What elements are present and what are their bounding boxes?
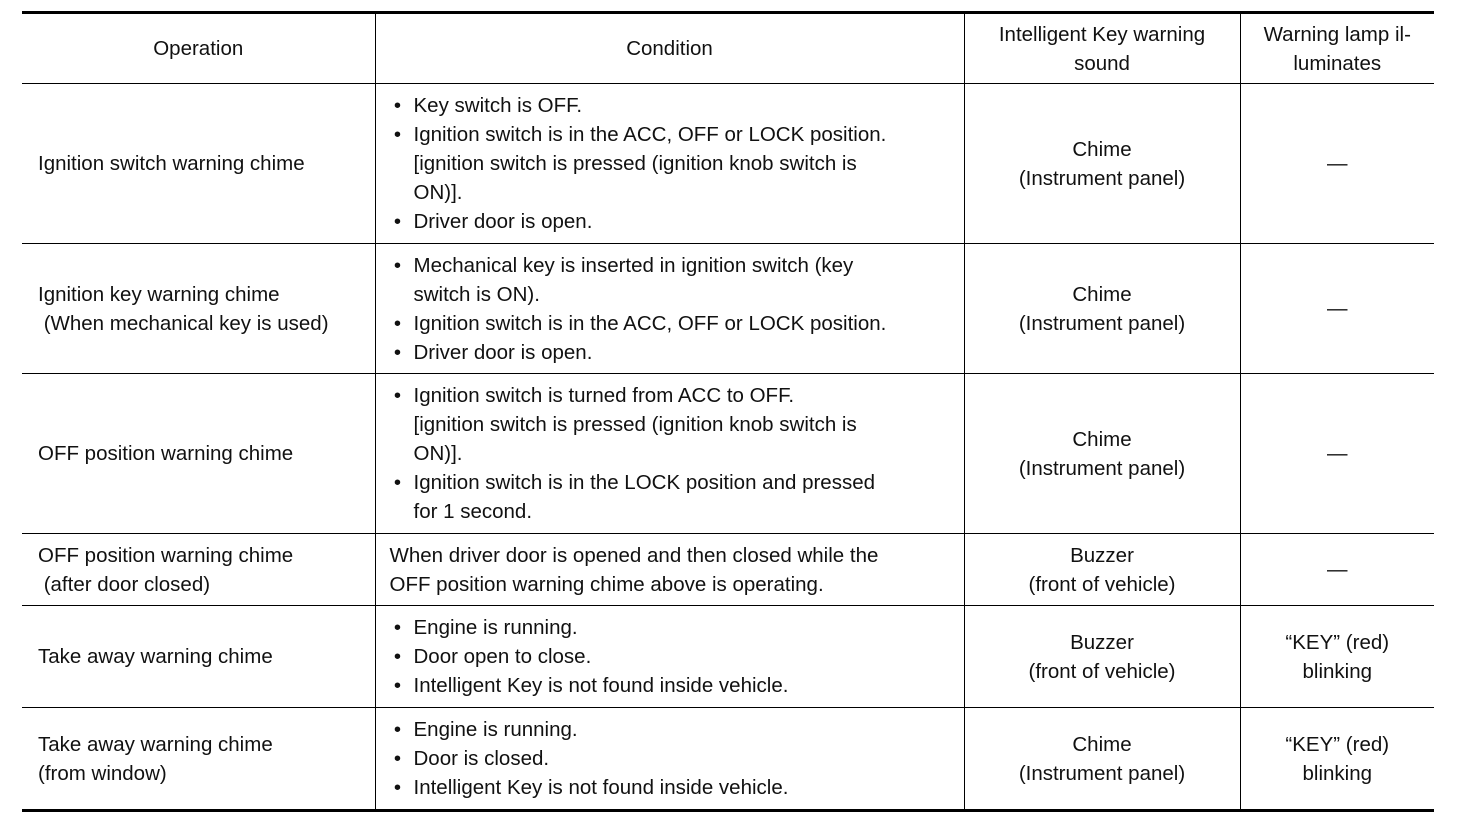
operation-cell <box>22 708 375 811</box>
warning-lamp-text: — <box>1327 442 1348 465</box>
condition-text: Engine is running. <box>413 718 578 741</box>
header-condition: Condition <box>375 13 964 84</box>
condition-cell <box>375 606 964 708</box>
warning-sound-text: Chime <box>1072 427 1132 451</box>
operation-text: (from window) <box>38 761 167 785</box>
warning-lamp-cell <box>1240 244 1434 374</box>
operation-text: (When mechanical key is used) <box>38 311 329 335</box>
bullet-icon: • <box>393 384 402 407</box>
operation-cell <box>22 534 375 606</box>
warning-sound-text: Chime <box>1072 137 1132 161</box>
condition-cell <box>375 84 964 244</box>
condition-item <box>390 715 956 744</box>
condition-item <box>390 120 956 207</box>
warning-chime-table <box>22 11 1434 812</box>
condition-item <box>390 251 956 309</box>
bullet-icon: • <box>393 210 402 233</box>
warning-lamp-cell <box>1240 374 1434 534</box>
warning-sound-text: (Instrument panel) <box>1018 311 1186 335</box>
condition-item <box>390 207 956 236</box>
bullet-icon: • <box>393 645 402 668</box>
bullet-icon: • <box>393 674 402 697</box>
warning-lamp-text: — <box>1327 152 1348 175</box>
condition-text: Intelligent Key is not found inside vehicle. <box>413 776 789 799</box>
warning-sound-text: Buzzer <box>1070 543 1134 567</box>
condition-text: OFF position warning chime above is operating. <box>389 572 824 596</box>
operation-text: Take away warning chime <box>38 645 273 668</box>
warning-sound-cell <box>964 244 1240 374</box>
condition-text: Mechanical key is inserted in ignition switch (key <box>413 253 854 277</box>
warning-chime-table-container <box>22 11 1434 812</box>
condition-item <box>390 468 956 526</box>
operation-text: Take away warning chime <box>38 732 273 756</box>
condition-cell <box>375 244 964 374</box>
condition-text: Driver door is open. <box>413 210 593 233</box>
condition-item <box>390 773 956 802</box>
condition-list <box>390 91 956 236</box>
condition-list <box>390 715 956 802</box>
condition-item <box>390 642 956 671</box>
condition-list <box>390 251 956 367</box>
condition-item <box>390 744 956 773</box>
bullet-icon: • <box>393 471 402 494</box>
header-operation: Operation <box>22 13 375 84</box>
warning-sound-cell <box>964 708 1240 811</box>
warning-lamp-text: — <box>1327 558 1348 581</box>
warning-lamp-cell <box>1240 708 1434 811</box>
condition-text: Door is closed. <box>413 747 550 770</box>
condition-list <box>390 613 956 700</box>
warning-sound-text: Chime <box>1072 282 1132 306</box>
bullet-icon: • <box>393 776 402 799</box>
condition-text: [ignition switch is pressed (ignition knob switch is <box>413 413 857 436</box>
condition-text: [ignition switch is pressed (ignition knob switch is <box>413 152 857 175</box>
header-warning-sound: Intelligent Key warning sound <box>964 13 1240 84</box>
condition-text: Ignition switch is in the LOCK position and pressed <box>413 471 876 494</box>
condition-text: Engine is running. <box>413 616 578 639</box>
warning-sound-text: (Instrument panel) <box>1018 761 1186 785</box>
condition-item <box>390 91 956 120</box>
operation-cell <box>22 606 375 708</box>
bullet-icon: • <box>393 311 402 335</box>
warning-lamp-text: “KEY” (red) <box>1285 630 1390 654</box>
table-row <box>22 708 1434 811</box>
table-header-row <box>22 13 1434 84</box>
warning-sound-text: Buzzer <box>1070 630 1134 654</box>
warning-sound-cell <box>964 606 1240 708</box>
condition-text: for 1 second. <box>413 500 533 523</box>
warning-lamp-text: — <box>1327 297 1348 320</box>
condition-item <box>390 338 956 367</box>
warning-lamp-cell <box>1240 534 1434 606</box>
table-row <box>22 606 1434 708</box>
warning-lamp-text: blinking <box>1302 761 1373 785</box>
bullet-icon: • <box>393 253 402 277</box>
warning-lamp-text: “KEY” (red) <box>1285 732 1390 756</box>
operation-text: Ignition switch warning chime <box>38 152 305 175</box>
condition-text: ON)]. <box>413 442 463 465</box>
condition-text: Ignition switch is in the ACC, OFF or LOCK position. <box>413 123 887 146</box>
warning-lamp-cell <box>1240 84 1434 244</box>
condition-text: Ignition switch is turned from ACC to OFF. <box>413 384 795 407</box>
warning-sound-cell <box>964 374 1240 534</box>
warning-sound-cell <box>964 84 1240 244</box>
condition-cell <box>375 534 964 606</box>
condition-item <box>390 309 956 338</box>
condition-cell <box>375 708 964 811</box>
condition-text: When driver door is opened and then closed while the <box>389 543 879 567</box>
bullet-icon: • <box>393 616 402 639</box>
warning-lamp-cell <box>1240 606 1434 708</box>
warning-sound-text: (front of vehicle) <box>1028 572 1176 596</box>
header-warning-lamp: Warning lamp il- luminates <box>1240 13 1434 84</box>
bullet-icon: • <box>393 340 402 364</box>
operation-text: OFF position warning chime <box>38 442 294 465</box>
bullet-icon: • <box>393 718 402 741</box>
condition-cell <box>375 374 964 534</box>
operation-text: (after door closed) <box>38 572 211 596</box>
bullet-icon: • <box>393 123 402 146</box>
warning-lamp-text: blinking <box>1302 659 1373 683</box>
table-row <box>22 534 1434 606</box>
condition-item <box>390 613 956 642</box>
operation-cell <box>22 374 375 534</box>
warning-sound-cell <box>964 534 1240 606</box>
table-row <box>22 374 1434 534</box>
warning-sound-text: Chime <box>1072 732 1132 756</box>
condition-text: switch is ON). <box>413 282 540 306</box>
table-row <box>22 84 1434 244</box>
condition-text: Intelligent Key is not found inside vehicle. <box>413 674 789 697</box>
warning-sound-text: (front of vehicle) <box>1028 659 1176 683</box>
operation-text: Ignition key warning chime <box>38 282 280 306</box>
condition-text: ON)]. <box>413 181 463 204</box>
bullet-icon: • <box>393 747 402 770</box>
operation-text: OFF position warning chime <box>38 543 294 567</box>
warning-sound-text: (Instrument panel) <box>1018 166 1186 190</box>
bullet-icon: • <box>393 94 402 117</box>
condition-list <box>390 381 956 526</box>
condition-item <box>390 671 956 700</box>
condition-text: Door open to close. <box>413 645 592 668</box>
table-row <box>22 244 1434 374</box>
operation-cell <box>22 244 375 374</box>
operation-cell <box>22 84 375 244</box>
condition-text: Driver door is open. <box>413 340 593 364</box>
condition-item <box>390 381 956 468</box>
condition-text: Ignition switch is in the ACC, OFF or LOCK position. <box>413 311 887 335</box>
condition-text: Key switch is OFF. <box>413 94 583 117</box>
warning-sound-text: (Instrument panel) <box>1018 456 1186 480</box>
